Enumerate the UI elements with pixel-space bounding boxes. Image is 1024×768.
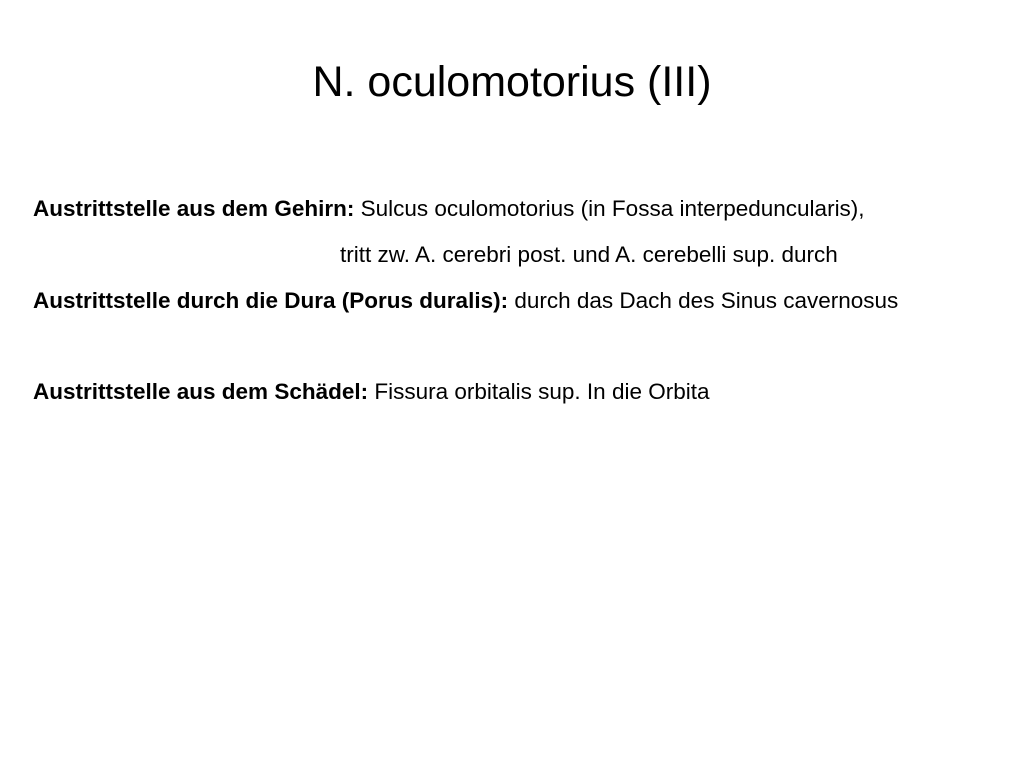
content-line-dura-exit (33, 286, 898, 316)
line-text: Fissura orbitalis sup. In die Orbita (368, 379, 710, 404)
line-label: Austrittstelle durch die Dura (Porus duralis): (33, 288, 509, 313)
line-label: Austrittstelle aus dem Gehirn: (33, 196, 355, 221)
line-text: tritt zw. A. cerebri post. und A. cerebelli sup. durch (340, 242, 838, 267)
line-text: Sulcus oculomotorius (in Fossa interpeduncularis), (354, 196, 865, 221)
line-label: Austrittstelle aus dem Schädel: (33, 379, 369, 404)
line-text: durch das Dach des Sinus cavernosus (508, 288, 899, 313)
slide-title: N. oculomotorius (III) (312, 58, 712, 106)
content-line-continuation (340, 240, 838, 270)
content-line-brain-exit (33, 194, 865, 224)
content-line-skull-exit (33, 377, 710, 407)
